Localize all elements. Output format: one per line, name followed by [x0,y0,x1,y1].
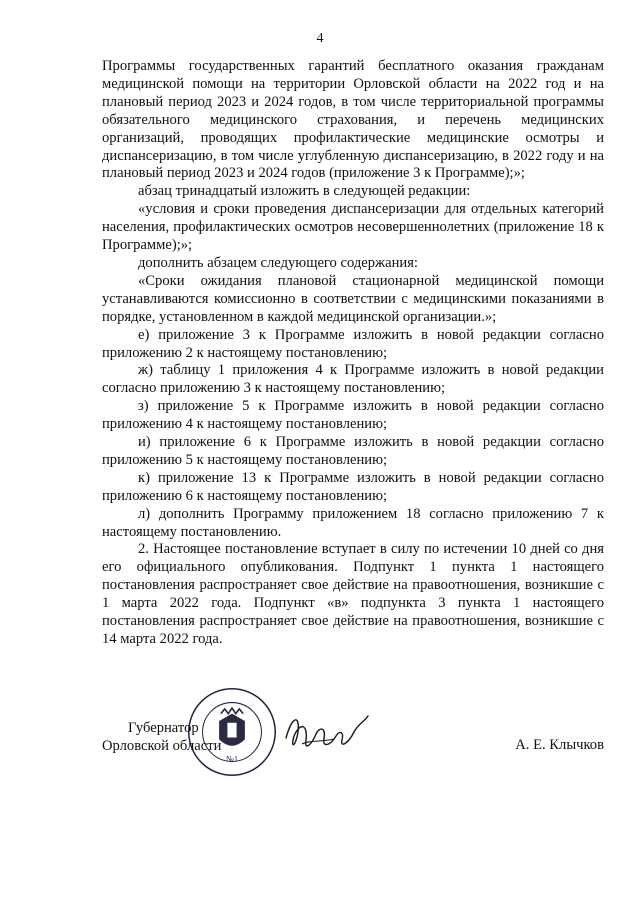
list-item: е) приложение 3 к Программе изложить в новой редакции согласно приложению 2 к настоящему постановлению; [102,326,604,361]
signature-block [102,714,604,794]
list-item: к) приложение 13 к Программе изложить в новой редакции согласно приложению 6 к настоящему постановлению; [102,469,604,504]
list-item: и) приложение 6 к Программе изложить в новой редакции согласно приложению 5 к настоящему постановлению; [102,434,604,468]
signatory-title-line2: Орловской области [102,738,222,754]
handwritten-signature-icon [282,706,372,760]
signatory-name: А. Е. Клычков [515,737,604,753]
signatory-title-line1: Губернатор [128,720,199,736]
seal-number: №1 [225,754,239,764]
list-item: л) дополнить Программу приложением 18 согласно приложению 7 к настоящему постановлению. [102,505,604,540]
list-item: ж) таблицу 1 приложения 4 к Программе изложить в новой редакции согласно приложению 3 к настоящему постановлению; [102,362,604,397]
signatory-title [102,719,221,755]
paragraph: 2. Настоящее постановление вступает в силу по истечении 10 дней со дня его официального опубликования. Подпункт 1 пункта 1 настоящего постановления распространяет свое действие на правоотношения, возникшие с 1 марта 2022 года. Подпункт «в» подпункта 3 пункта 1 настоящего постановления распространяет свое действие на правоотношения, возникшие с 14 марта 2022 года. [102,541,604,647]
paragraph: «Сроки ожидания плановой стационарной медицинской помощи устанавливаются комиссионно в соответствии с медицинскими показаниями в порядке, установленном в каждой медицинской организации.»; [102,272,604,325]
paragraph: абзац тринадцатый изложить в следующей редакции: [138,183,471,200]
paragraph-continuation: Программы государственных гарантий бесплатного оказания гражданам медицинской помощи на территории Орловской области на 2022 год и на плановый период 2023 и 2024 годов, в том числе территориальной программы обязательного медицинского страхования, и перечень медицинских организаций, проводящих профилактические медицинские осмотры и диспансеризацию, в том числе углубленную диспансеризацию, в 2022 году и на плановый период 2023 и 2024 годов (приложение 3 к Программе);»; [102,58,604,182]
paragraph: дополнить абзацем следующего содержания: [138,254,418,271]
paragraph: «условия и сроки проведения диспансеризации для отдельных категорий населения, профилактических осмотров несовершеннолетних (приложение 18 к Программе);»; [102,201,604,254]
list-item: з) приложение 5 к Программе изложить в новой редакции согласно приложению 4 к настоящему постановлению; [102,398,604,433]
page-number: 4 [316,31,324,46]
document-body [102,58,604,649]
